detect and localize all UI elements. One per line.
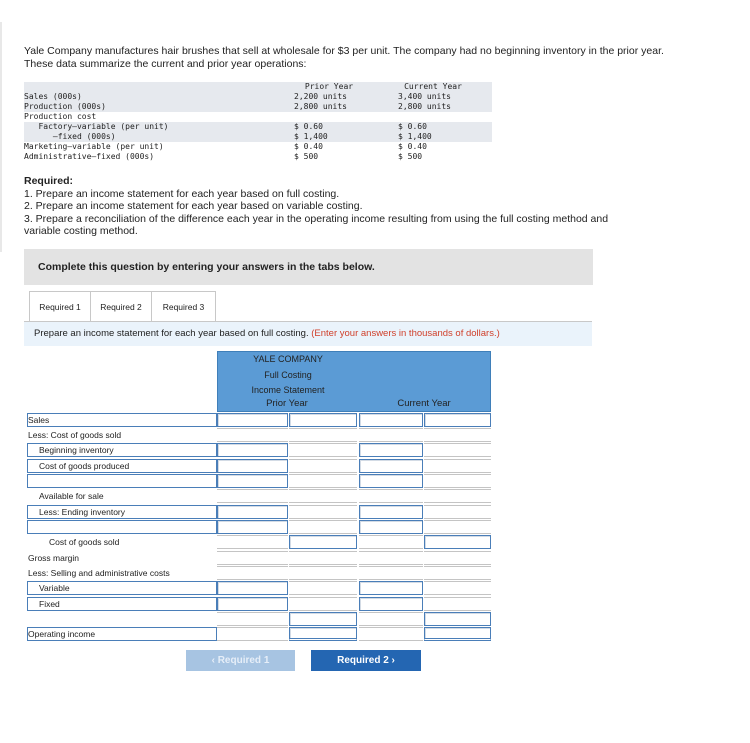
current-empty-cell	[424, 459, 491, 473]
current-beginning-inventory-input[interactable]	[359, 443, 423, 457]
data-row-prior: $ 1,400	[294, 132, 328, 141]
prior-empty-cell	[289, 459, 357, 473]
prior-empty-cell	[217, 627, 288, 641]
current-empty-cell	[424, 597, 491, 611]
beginning-inventory-label-box[interactable]	[27, 443, 217, 457]
prior-empty-cell	[289, 474, 357, 488]
data-row-current: $ 500	[398, 152, 423, 161]
required-section	[24, 175, 634, 238]
line-label: Cost of goods produced	[39, 461, 130, 471]
current-empty-cell	[424, 428, 491, 442]
tab-required-1[interactable]: Required 1	[29, 291, 91, 323]
prior-empty-cell	[289, 505, 357, 519]
statement-title: Income Statement	[251, 385, 325, 395]
cost-produced-label-box[interactable]	[27, 459, 217, 473]
current-empty-cell	[424, 520, 491, 534]
prior-gross-margin-cell	[289, 551, 357, 565]
prior-cogs-label-cell	[289, 428, 357, 442]
prior-beginning-inventory-input[interactable]	[217, 443, 288, 457]
data-row-current: 2,800 units	[398, 102, 451, 111]
current-empty-cell	[424, 505, 491, 519]
data-row-current: $ 0.40	[398, 142, 427, 151]
prior-sga-total-input[interactable]	[289, 612, 357, 626]
line-label: Beginning inventory	[39, 445, 114, 455]
data-row-prior: 2,800 units	[294, 102, 347, 111]
data-row-prior: $ 500	[294, 152, 319, 161]
data-row	[24, 152, 492, 162]
line-label: Variable	[39, 583, 70, 593]
prior-available-cell	[217, 489, 288, 503]
complete-banner	[24, 249, 593, 285]
prior-sales-total-input[interactable]	[289, 413, 357, 427]
data-col-current: Current Year	[404, 82, 462, 91]
prior-cogs-label-cell	[217, 428, 288, 442]
line-label: Sales	[28, 415, 50, 425]
current-sales-total-input[interactable]	[424, 413, 491, 427]
current-sales-input[interactable]	[359, 413, 423, 427]
current-empty-cell	[424, 581, 491, 595]
line-label: Less: Selling and administrative costs	[28, 568, 170, 578]
data-row-label: Factory—variable (per unit)	[24, 122, 169, 131]
blank-label-input[interactable]	[27, 520, 217, 534]
data-row-current: 3,400 units	[398, 92, 451, 101]
chevron-left-icon: ‹	[211, 655, 218, 666]
current-blank-input[interactable]	[359, 520, 423, 534]
prior-blank-input[interactable]	[217, 520, 288, 534]
required-item: 1. Prepare an income statement for each year based on full costing.	[24, 187, 340, 200]
current-gross-margin-cell	[424, 551, 491, 565]
required-item: 2. Prepare an income statement for each year based on variable costing.	[24, 200, 363, 212]
prior-cogs-input[interactable]	[289, 535, 357, 549]
next-button-label: Required 2	[337, 655, 389, 666]
prior-fixed-input[interactable]	[217, 597, 288, 611]
current-empty-cell	[424, 443, 491, 457]
line-label: Less: Ending inventory	[39, 507, 125, 517]
data-row-label: Administrative—fixed (000s)	[24, 152, 155, 161]
data-row-label: Production (000s)	[24, 102, 106, 111]
prior-empty-cell	[289, 520, 357, 534]
data-row	[24, 92, 492, 102]
required-title: Required:	[24, 175, 74, 187]
data-row	[24, 102, 492, 112]
current-operating-income-input[interactable]	[424, 627, 491, 641]
current-empty-cell	[424, 474, 491, 488]
data-row	[24, 132, 492, 142]
complete-banner-text: Complete this question by entering your answers in the tabs below.	[38, 261, 375, 273]
prior-empty-cell	[217, 535, 288, 549]
blank-label-input[interactable]	[27, 474, 217, 488]
left-divider	[0, 22, 2, 252]
prev-button[interactable]	[186, 650, 295, 671]
prior-empty-cell	[289, 581, 357, 595]
chevron-right-icon: ›	[388, 655, 395, 666]
prior-ending-inventory-input[interactable]	[217, 505, 288, 519]
line-label: Fixed	[39, 599, 60, 609]
data-row-prior: $ 0.40	[294, 142, 323, 151]
prior-empty-cell	[289, 443, 357, 457]
current-empty-cell	[359, 612, 423, 626]
data-row-prior: 2,200 units	[294, 92, 347, 101]
prior-empty-cell	[289, 489, 357, 503]
current-empty-cell	[359, 428, 423, 442]
operating-income-label-box[interactable]	[27, 627, 217, 641]
data-row-label: Production cost	[24, 112, 97, 121]
sales-label-box[interactable]	[27, 413, 217, 427]
current-variable-input[interactable]	[359, 581, 423, 595]
ending-inventory-label-box[interactable]	[27, 505, 217, 519]
current-empty-cell	[359, 535, 423, 549]
problem-intro: Yale Company manufactures hair brushes that sell at wholesale for $3 per unit. The company had no beginning inventory in the prior year. These data summarize the current and prior year operations:	[24, 45, 664, 70]
prior-sales-input[interactable]	[217, 413, 288, 427]
current-empty-cell	[424, 489, 491, 503]
prior-empty-cell	[217, 612, 288, 626]
prior-cost-produced-input[interactable]	[217, 459, 288, 473]
data-row-label: Marketing—variable (per unit)	[24, 142, 164, 151]
line-label: Gross margin	[28, 553, 80, 563]
data-row	[24, 142, 492, 152]
line-label: Less: Cost of goods sold	[28, 430, 122, 440]
costing-method: Full Costing	[264, 370, 312, 380]
prior-empty-cell	[217, 566, 288, 580]
fixed-label-box[interactable]	[27, 597, 217, 611]
tab-required-3[interactable]: Required 3	[151, 291, 216, 322]
current-empty-cell	[424, 566, 491, 580]
current-fixed-input[interactable]	[359, 597, 423, 611]
data-row-label: Sales (000s)	[24, 92, 82, 101]
data-row-label: —fixed (000s)	[24, 132, 116, 141]
current-empty-cell	[359, 566, 423, 580]
line-label: Operating income	[28, 629, 96, 639]
data-row-current: $ 0.60	[398, 122, 427, 131]
instruction-text: Prepare an income statement for each year based on full costing.	[34, 328, 309, 339]
data-row-prior: $ 0.60	[294, 122, 323, 131]
current-ending-inventory-input[interactable]	[359, 505, 423, 519]
prior-blank-input[interactable]	[217, 474, 288, 488]
prior-operating-income-input[interactable]	[289, 627, 357, 641]
current-cost-produced-input[interactable]	[359, 459, 423, 473]
data-row	[24, 112, 492, 122]
prev-button-label: Required 1	[217, 655, 270, 666]
data-row	[24, 122, 492, 132]
current-blank-input[interactable]	[359, 474, 423, 488]
line-label: Cost of goods sold	[49, 537, 120, 547]
col-header-current: Current Year	[397, 398, 451, 409]
col-header-prior: Prior Year	[266, 398, 308, 409]
next-button[interactable]	[311, 650, 421, 671]
data-table-header	[24, 82, 492, 92]
current-empty-cell	[359, 627, 423, 641]
current-sga-total-input[interactable]	[424, 612, 491, 626]
required-item: 3. Prepare a reconciliation of the difference each year in the operating income resulting from using the full costing method and variable costing method.	[24, 212, 609, 237]
company-name: YALE COMPANY	[253, 354, 323, 364]
data-col-prior: Prior Year	[304, 82, 354, 91]
line-label: Available for sale	[39, 491, 104, 501]
data-row-current: $ 1,400	[398, 132, 432, 141]
current-available-cell	[359, 489, 423, 503]
prior-empty-cell	[289, 566, 357, 580]
tab-required-2[interactable]: Required 2	[90, 291, 152, 322]
prior-empty-cell	[217, 551, 288, 565]
data-table	[24, 82, 492, 162]
instruction-bar	[24, 322, 592, 346]
current-empty-cell	[359, 551, 423, 565]
variable-label-box[interactable]	[27, 581, 217, 595]
instruction-note: (Enter your answers in thousands of dollars.)	[311, 328, 500, 339]
prior-variable-input[interactable]	[217, 581, 288, 595]
prior-empty-cell	[289, 597, 357, 611]
current-cogs-input[interactable]	[424, 535, 491, 549]
